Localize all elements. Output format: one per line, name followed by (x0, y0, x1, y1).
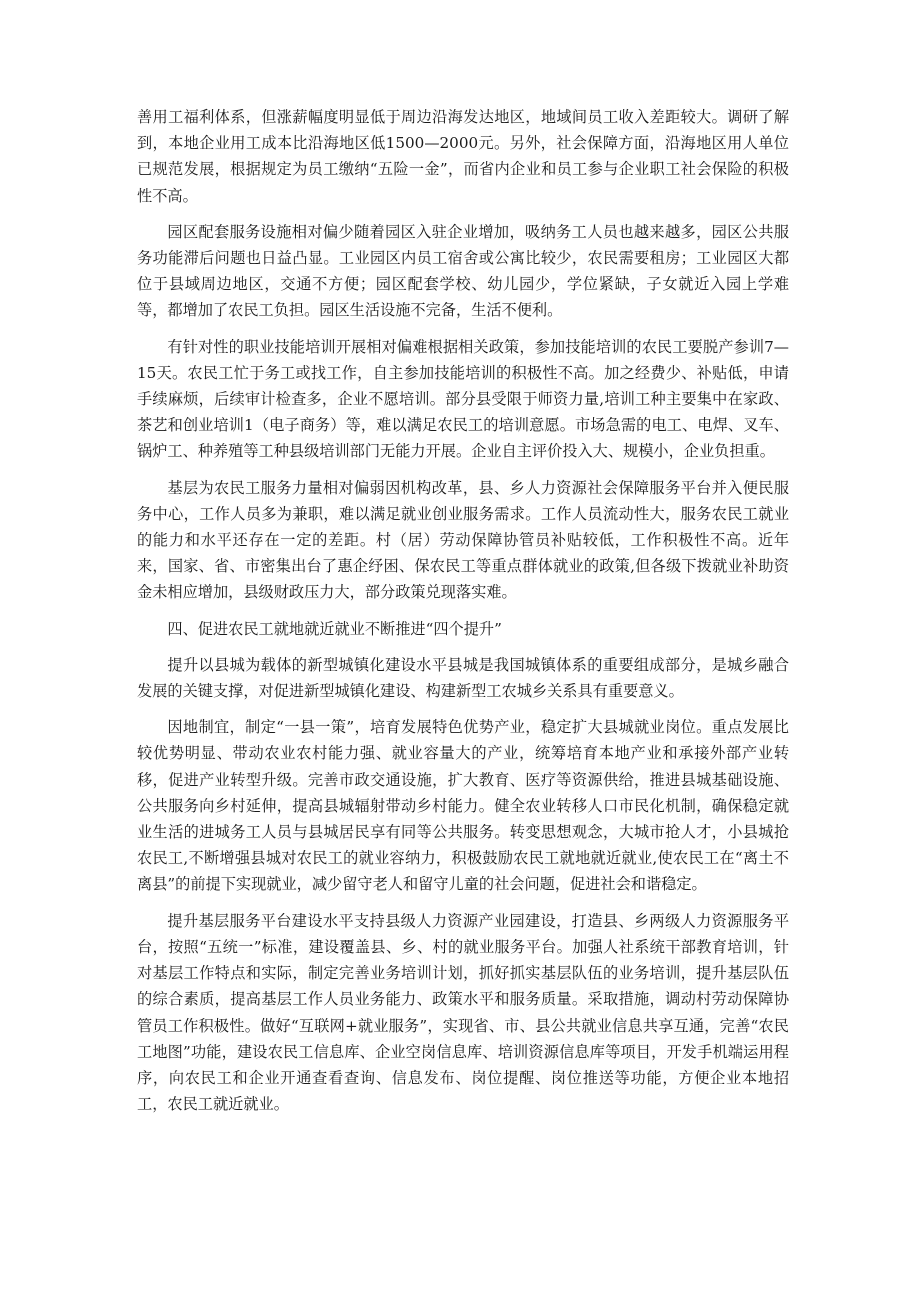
paragraph-4: 基层为农民工服务力量相对偏弱因机构改革，县、乡人力资源社会保障服务平台并入便民服务中心，工作人员多为兼职，难以满足就业创业服务需求。工作人员流动性大，服务农民工就业的能力和水平还存在一定的差距。村（居）劳动保障协管员补贴较低，工作积极性不高。近年来，国家、省、市密集出台了惠企纾困、保农民工等重点群体就业的政策,但各级下拨就业补助资金未相应增加，县级财政压力大，部分政策兑现落实难。 (137, 478, 789, 602)
section-heading: 四、促进农民工就地就近就业不断推进“四个提升” (167, 619, 502, 638)
paragraph-1: 善用工福利体系，但涨薪幅度明显低于周边沿海发达地区，地域间员工收入差距较大。调研了解到，本地企业用工成本比沿海地区低1500—2000元。另外，社会保障方面，沿海地区用人单位已规范发展，根据规定为员工缴纳“五险一金”，而省内企业和员工参与企业职工社会保险的积极性不高。 (137, 108, 789, 205)
paragraph-2: 园区配套服务设施相对偏少随着园区入驻企业增加，吸纳务工人员也越来越多，园区公共服务功能滞后问题也日益凸显。工业园区内员工宿舍或公寓比较少，农民需要租房；工业园区大都位于县域周边地区，交通不方便；园区配套学校、幼儿园少，学位紧缺，子女就近入园上学难等，都增加了农民工负担。园区生活设施不完备，生活不便利。 (137, 222, 789, 320)
paragraph-5: 提升以县城为载体的新型城镇化建设水平县城是我国城镇体系的重要组成部分，是城乡融合发展的关键支撑，对促进新型城镇化建设、构建新型工农城乡关系具有重要意义。 (137, 655, 789, 701)
paragraph-3: 有针对性的职业技能培训开展相对偏难根据相关政策，参加技能培训的农民工要脱产参训7—15天。农民工忙于务工或找工作，自主参加技能培训的积极性不高。加之经费少、补贴低，申请手续麻烦，后续审计检查多，企业不愿培训。部分县受限于师资力量,培训工种主要集中在家政、茶艺和创业培训1（电子商务）等，难以满足农民工的培训意愿。市场急需的电工、电焊、叉车、锅炉工、种养殖等工种县级培训部门无能力开展。企业自主评价投入大、规模小，企业负担重。 (137, 337, 789, 461)
paragraph-7: 提升基层服务平台建设水平支持县级人力资源产业园建设，打造县、乡两级人力资源服务平台，按照“五统一”标准，建设覆盖县、乡、村的就业服务平台。加强人社系统干部教育培训，针对基层工作特点和实际，制定完善业务培训计划，抓好抓实基层队伍的业务培训，提升基层队伍的综合素质，提高基层工作人员业务能力、政策水平和服务质量。采取措施，调动村劳动保障协管员工作积极性。做好“互联网+就业服务”，实现省、市、县公共就业信息共享互通，完善“农民工地图”功能，建设农民工信息库、企业空岗信息库、培训资源信息库等项目，开发手机端运用程序，向农民工和企业开通查看查询、信息发布、岗位提醒、岗位推送等功能，方便企业本地招工，农民工就近就业。 (137, 911, 789, 1114)
paragraph-6: 因地制宜，制定“一县一策”，培育发展特色优势产业，稳定扩大县城就业岗位。重点发展比较优势明显、带动农业农村能力强、就业容量大的产业，统筹培育本地产业和承接外部产业转移，促进产业转型升级。完善市政交通设施，扩大教育、医疗等资源供给，推进县城基础设施、公共服务向乡村延伸，提高县城辐射带动乡村能力。健全农业转移人口市民化机制，确保稳定就业生活的进城务工人员与县城居民享有同等公共服务。转变思想观念，大城市抢人才，小县城抢农民工,不断增强县城对农民工的就业容纳力，积极鼓励农民工就地就近就业,使农民工在“离土不离县”的前提下实现就业，减少留守老人和留守儿童的社会问题，促进社会和谐稳定。 (137, 718, 789, 894)
document-body (137, 104, 789, 1127)
